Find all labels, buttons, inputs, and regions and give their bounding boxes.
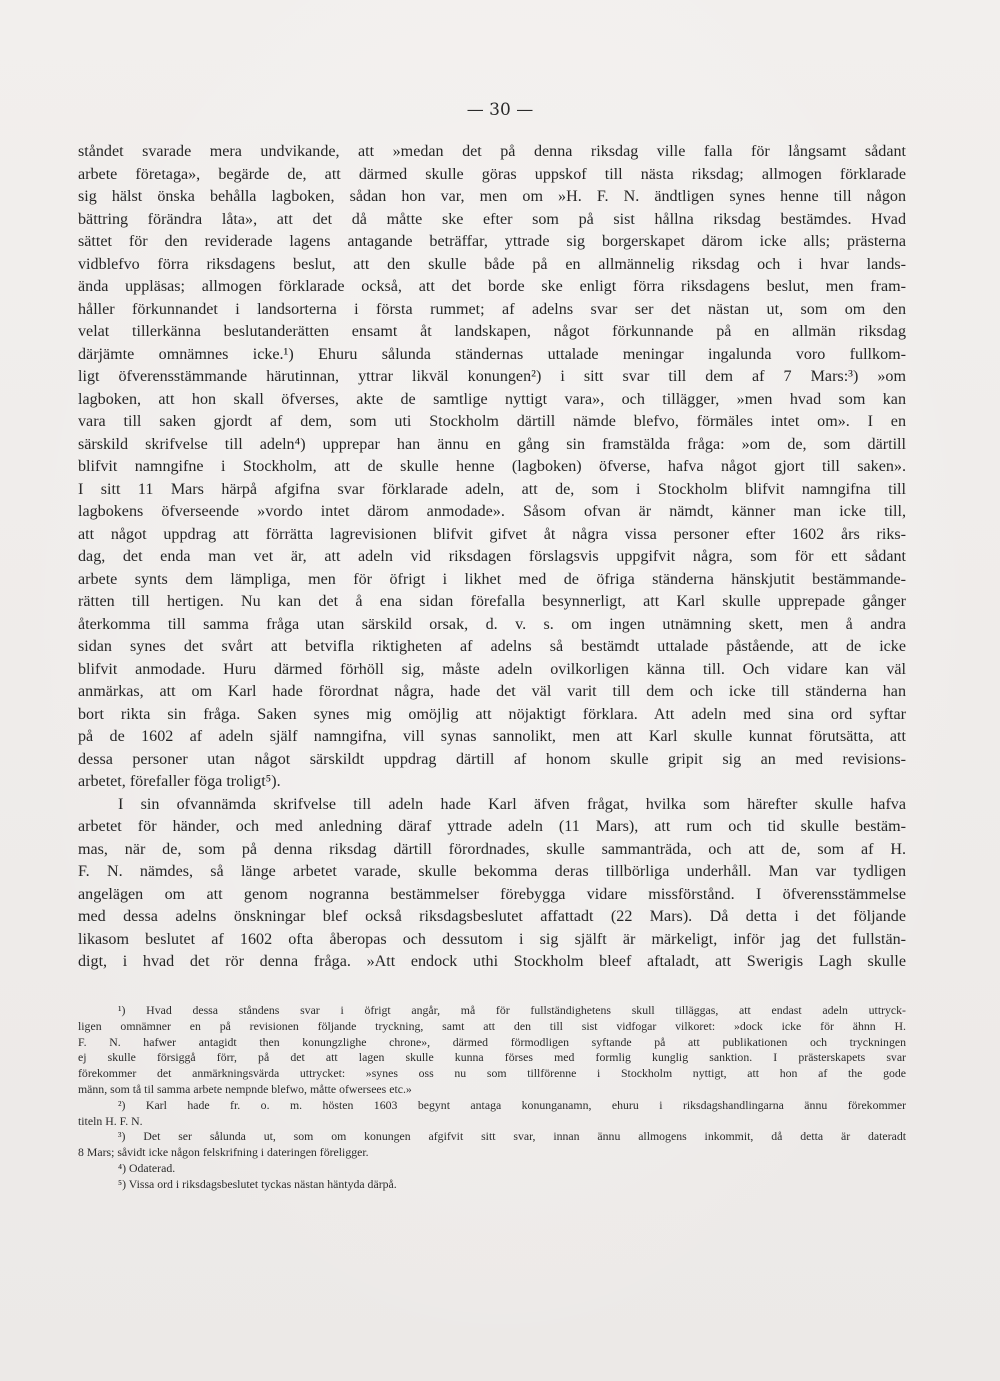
footnotes xyxy=(78,1003,906,1193)
body-line: lagbokens öfverseende »vordo intet därom anmodade». Såsom ofvan är nämdt, känner man icke till, xyxy=(78,503,906,520)
body-line: mas, när de, som på denna riksdag därtill förordnades, skulle sammanträda, och att de, som af H. xyxy=(78,840,906,858)
body-line: sättet för den reviderade lagens antagande beträffar, yttrade sig borgerskapet därom icke alls; prästerna xyxy=(78,233,906,250)
body-line: arbete företaga», begärde de, att därmed skulle göras uppskof till nästa riksdag; allmogen förklarade xyxy=(78,165,906,183)
footnote-line: ¹) Hvad dessa ståndens svar i öfrigt angår, må för fullständighetens skull tilläggas, att endast adeln uttryck- xyxy=(118,1003,906,1017)
body-line: sidan synes det svårt att betvifla riktigheten af adelns så bestämdt uttalade påstående, att de icke xyxy=(78,638,906,655)
body-line: blifvit anmodade. Huru därmed förhöll sig, måste adeln ovilkorligen känna till. Och vidare kan väl xyxy=(78,660,906,678)
body-line: på de 1602 af adeln själf namngifna, vill synas sannolikt, men att Karl skulle kunnat förutsätta, att xyxy=(78,728,906,745)
body-line: med dessa adelns önskningar blef också riksdagsbeslutet affattadt (22 Mars). Då detta i det följande xyxy=(78,908,906,925)
body-line: anmärkas, att om Karl hade förordnat några, hade det väl varit till dem och icke till ständerna han xyxy=(78,683,906,700)
footnote-line: F. N. hafwer antagidt then konungzlighe chrone», därmed förmodligen syftande på att publikationen och tryckningen xyxy=(78,1034,906,1049)
body-line: återkomma till samma fråga utan särskild orsak, d. v. s. om ingen utnämning skett, men å andra xyxy=(78,615,906,633)
body-line: vidblefvo förra riksdagens beslut, att den skulle både på en allmännelig riksdag och i hvar lands- xyxy=(78,255,906,273)
body-line: därjämte omnämnes icke.¹) Ehuru sålunda ständernas uttalade meningar ingalunda voro fullkom- xyxy=(78,345,906,363)
body-line: ståndet svarade mera undvikande, att »medan det på denna riksdag ville falla för långsamt sådant xyxy=(78,143,906,160)
body-line: lagboken, att hon skall öfverses, akte de samtlige nyttigt vara», och tillägger, »men hvad som kan xyxy=(78,390,906,408)
body-line: bort rikta sin fråga. Saken synes mig omöjlig att nöjaktigt förklara. Att adeln med sina ord syftar xyxy=(78,705,906,723)
body-line: håller förkunnandet i landsorterna i första rummet; af adelns svar ser det nästan ut, som om den xyxy=(78,300,906,318)
body-line: bättring förändra låta», att det då måtte ske efter som på sist hållna riksdag bestämdes. Hvad xyxy=(78,210,906,228)
footnote-line: männ, som tå til samma arbete nempnde blefwo, måtte ofwersees etc.» xyxy=(78,1081,412,1096)
body-line: dag, det enda man vet är, att adeln vid riksdagen förslagsvis uppgifvit några, som för ett sådant xyxy=(78,548,906,565)
body-line: arbetet, förefaller föga troligt⁵). xyxy=(78,773,281,790)
footnote-line: ligen omnämner en på revisionen följande tryckning, samt att den till sist vidfogar vilkoret: »dock icke för ähnn H. xyxy=(78,1018,906,1033)
footnote-line: förekommer det anmärkningsvärda uttrycket: »synes oss nu som tillförenne i Stockholm nyttigt, att hon af the gode xyxy=(78,1066,906,1081)
body-line: digt, i hvad det rör denna fråga. »Att endock uthi Stockholm bleef aftaladt, att Swerigis Lagh skulle xyxy=(78,953,906,970)
body-line: ligt öfverensstämmande härutinnan, yttrar likväl konungen²) i sitt svar till dem af 7 Mars:³) »om xyxy=(78,368,906,385)
footnote-line: ³) Det ser sålunda ut, som om konungen afgifvit sitt svar, innan ännu allmogens inkommit, då detta är dateradt xyxy=(118,1129,906,1144)
footnote-line: ej skulle försiggå förr, på det att lagen skulle kunna förses med formlig kunglig sanktion. I prästerskapets svar xyxy=(78,1050,906,1065)
page-number: — 30 — xyxy=(466,100,534,120)
body-line: dessa personer utan något särskildt uppdrag därtill af honom skulle gripit sig an med revisions- xyxy=(78,750,906,768)
body-line: angelägen om att genom nogranna bestämmelser förebygga vidare missförstånd. I öfverensstämmelse xyxy=(78,885,906,903)
body-line: rätten till hertigen. Nu kan det å ena sidan förefalla besynnerligt, att Karl skulle upprepade gånger xyxy=(78,593,906,610)
body-line: blifvit namngifne i Stockholm, att de skulle henne (lagboken) öfverse, hafva något gjort till saken». xyxy=(78,458,906,475)
body-line: F. N. nämdes, så länge arbetet varade, skulle bekomma deras tillbörliga underhåll. Man var tydligen xyxy=(78,863,906,880)
body-line: sig hälst önska behålla lagboken, sådan hon var, men om »H. F. N. ändtligen synes henne till någon xyxy=(78,188,906,205)
body-line: vara till saken gjordt af dem, som uti Stockholm därtill nämde blefvo, förmäles intet om». I en xyxy=(78,413,906,430)
body-line: I sitt 11 Mars härpå afgifna svar förklarade adeln, att de, som i Stockholm blifvit namngifna till xyxy=(78,480,906,498)
footnote-line: ²) Karl hade fr. o. m. hösten 1603 begynt antaga konunganamn, ehuru i riksdagshandlingarna ännu förekommer xyxy=(118,1097,906,1112)
body-line: särskild skrifvelse till adeln⁴) upprepar han ännu en gång sin framstälda fråga: »om de, som därtill xyxy=(78,435,906,453)
body-line: arbete synts dem lämpliga, men för öfrigt i likhet med de öfriga ständerna hänskjutit bestämmande- xyxy=(78,570,906,588)
body-line: ända uppläsas; allmogen förklarade också, att det borde ske enligt förra riksdagens beslut, men fram- xyxy=(78,278,906,295)
footnote-line: ⁴) Odaterad. xyxy=(118,1160,176,1175)
footnote-line: titeln H. F. N. xyxy=(78,1113,143,1128)
footnote-line: 8 Mars; såvidt icke någon felskrifning i dateringen föreligger. xyxy=(78,1145,369,1160)
body-line: att något uppdrag att förrätta lagrevisionen blifvit gifvet åt några vissa personer efter 1602 års riks- xyxy=(78,525,906,543)
body-line: arbetet för händer, och med anledning däraf yttrade adeln (11 Mars), att rum och tid skulle bestäm- xyxy=(78,818,906,835)
body-line: I sin ofvannämda skrifvelse till adeln hade Karl äfven frågat, hvilka som härefter skulle hafva xyxy=(118,795,906,813)
body-text xyxy=(78,141,906,974)
body-line: likasom beslutet af 1602 ofta åberopas och dessutom i sig själft är märkeligt, inför jag det fullstän- xyxy=(78,930,906,948)
footnote-line: ⁵) Vissa ord i riksdagsbeslutet tyckas nästan häntyda därpå. xyxy=(118,1176,397,1191)
body-line: velat tillerkänna beslutanderätten ensamt åt landskapen, något förkunnande på en allmän riksdag xyxy=(78,323,906,340)
